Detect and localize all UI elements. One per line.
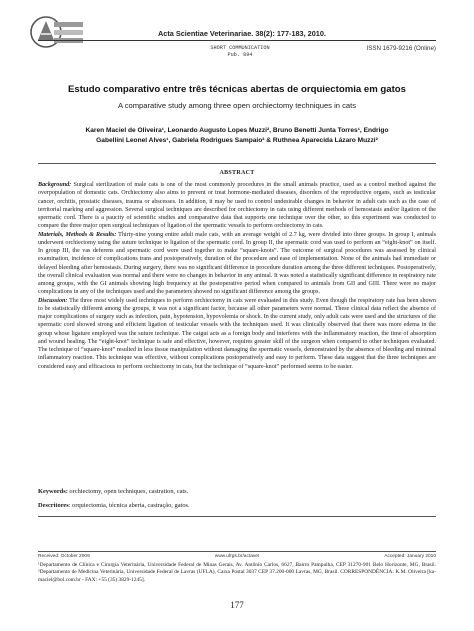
affiliation-footnotes: ¹Departamento de Clínica e Cirurgia Veterinária, Universidade Federal de Minas Gerais, Av. Antônio Carlos, 6627, Bairro Pampulha, CEP 31270-901 Belo Horizonte, MG, Brasil. ²Departamento de Medicina Veterinária, Universidade Federal de Lavras (UFLA), Caixa Postal 3037 CEP 37.200-000 Lavras, MG, Brasil. CORRESPONDÊNCIA: K.M. Oliveira [ka-maciel@bol.com.br - FAX: +55 (35) 3829-1245]. xyxy=(38,562,436,583)
abstract-bottom-rule xyxy=(38,516,436,517)
journal-logo-graphic xyxy=(30,12,84,52)
section-label: SHORT COMMUNICATION xyxy=(210,45,270,51)
accepted-date: Accepted: January 2010 xyxy=(384,554,436,559)
abstract-top-rule xyxy=(38,163,436,164)
journal-logo xyxy=(30,12,84,52)
received-date: Received: October 2009 xyxy=(38,554,90,559)
page-number: 177 xyxy=(230,600,244,610)
abstract-body xyxy=(38,181,436,371)
title-english: A comparative study among three open orchiectomy techniques in cats xyxy=(117,101,357,110)
journal-url[interactable]: www.ufrgs.br/actavet xyxy=(214,554,260,559)
issn: ISSN 1679-9216 (Online) xyxy=(366,45,436,52)
discussion-text: The three most widely used techniques to perform orchiectomy in cats were evaluated in this study. Even though the respiratory rate has been shown to be statistically different among the groups, it was not a significant factor, because all other parameters were normal. These clinical data reflect the absence of major complications of surgery such as infection, pain, hypotension, hypovolemia or shock. In the current study, only adult cats were used and the structures of the spermatic cord showed strong and efficient ligation of testicular vessels with the techniques used. It was clinically observed that there was more edema in the group whose ligature employed was the suture technique. The catgut acts as a foreign body and interferes with the inflammatory reaction, the time of absorption and wound healing. The “eight-knot” technique is safe and effective, however, requires greater skill of the surgeon when compared to other techniques evaluated. The technique of “square-knot” resulted in less tissue manipulation without damaging the spermatic vessels, demonstrated by the absence of bleeding and minimal inflammatory reaction. This technique was effective, without complications postoperatively and easy to perform. These data suggest that the three techniques are considered easy and efficacious to perform orchiectomy in cats, but the technique of “square-knot” performed seems to be easier. xyxy=(38,297,436,370)
abstract-background xyxy=(38,181,436,231)
descritores-text: : orquiectomia, técnica aberta, castração, gatos. xyxy=(68,502,190,509)
title-portuguese: Estudo comparativo entre três técnicas abertas de orquiectomia em gatos xyxy=(67,84,407,95)
background-text: Surgical sterilization of male cats is one of the most commonly procedures in the small animals practice, used as a control method against the overpopulation of domestic cats. Orchiectomy also aims to prevent or treat hormone-mediated diseases, disorders of the reproductive organs, such as testicular cancer, orchitis, prostatic diseases, trauma or abscesses. In addition, it may be used to control undesirable changes in behavior in adult cats such as the case of territorial marking and aggression. Several surgical techniques are described for orchiectomy in cats using different methods of hemostasis and/or ligation of the spermatic cord. There is a paucity of scientific studies and comparative data that supports one technique over the other, so this experiment was conducted to compare the three major open surgical techniques of ligation of the spermatic vessels to perform orchiectomy in cats. xyxy=(38,182,436,230)
abstract-methods xyxy=(38,231,436,297)
footer-rule xyxy=(38,551,436,552)
methods-text: Thirty-nine young entire adult male cats, with an average weight of 2.7 kg, were divided into three groups. In group I, animals underwent orchiectomy using the suture technique to ligation of the spermatic cord. In group II, the spermatic cord was used to perform an “eight-knot” on itself. In group III, the vas deferens and spermatic cord were used together to make “square-knots”. The outcome of surgical procedures was assessed by clinical examination, incidence of complications trans and postoperatively, duration of the procedure and ease of implementation. None of the animals had immediate or delayed bleeding after hemostasis. During surgery, there was no significant difference in procedure duration among the three different techniques. Postoperatively, the overall clinical evaluation was normal and there were no changes in behavior in any animal. It was noted a statistically significant difference in respiratory rate among groups, with the GI animals showing high frequency at the postoperative period when compared to animals from GII and GIII. There were no major complications in any of the techniques used and the parameters showed no significant difference among the groups. xyxy=(38,231,437,296)
publication-number: Pub. 894 xyxy=(227,52,253,58)
journal-citation: Acta Scientiae Veterinariae. 38(2): 177-183, 2010. xyxy=(158,29,326,38)
authors-line-2: Gabellini Leonel Alves¹, Gabriela Rodrigues Sampaio² & Ruthnea Aparecida Lázaro Muzzi² xyxy=(96,137,378,144)
authors-line-1: Karen Maciel de Oliveira¹, Leonardo Augusto Lopes Muzzi², Bruno Benetti Junta Torres¹, Endrigo xyxy=(85,127,389,134)
article-type xyxy=(205,45,275,59)
header-rule xyxy=(38,40,436,41)
background-label: Background: xyxy=(38,182,72,188)
keywords xyxy=(38,488,436,496)
discussion-label: Discussion: xyxy=(38,297,68,304)
descritores-label: Descritores xyxy=(38,502,69,509)
descritores xyxy=(38,502,436,510)
keywords-text: orchiectomy, open techniques, castration, cats. xyxy=(67,488,189,495)
author-list xyxy=(45,126,429,146)
methods-label: Materials, Methods & Results: xyxy=(38,231,117,238)
keywords-label: Keywords: xyxy=(38,488,68,495)
abstract-heading: ABSTRACT xyxy=(219,170,255,176)
abstract-discussion xyxy=(38,297,436,371)
